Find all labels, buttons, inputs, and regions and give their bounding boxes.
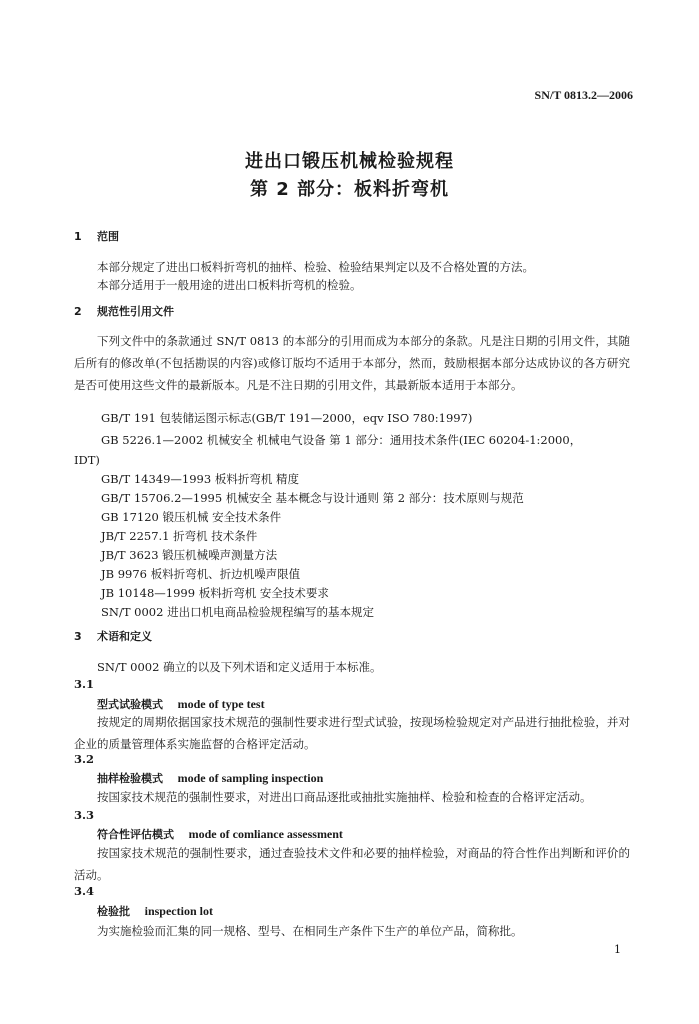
term-definition: 按规定的周期依据国家技术规范的强制性要求进行型式试验，按现场检验规定对产品进行抽批检验，并对企业的质量管理体系实施监督的合格评定活动。 (74, 715, 630, 751)
section-number: 2 (74, 305, 82, 318)
reference-item: JB/T 3623 锻压机械噪声测量方法 (101, 548, 278, 562)
section-title: 术语和定义 (96, 630, 152, 643)
section-title: 范围 (96, 230, 119, 243)
reference-item: GB 17120 锻压机械 安全技术条件 (101, 510, 282, 524)
term-en: mode of sampling inspection (177, 771, 324, 785)
reference-item: GB/T 191 包装储运图示标志(GB/T 191—2000，eqv ISO 780:1997) (101, 411, 473, 425)
term-en: mode of type test (177, 697, 265, 711)
term-cn: 检验批 (97, 905, 130, 918)
reference-item: GB/T 14349—1993 板料折弯机 精度 (101, 472, 299, 486)
section-3-heading (74, 630, 152, 644)
document-subtitle: 第 2 部分：板料折弯机 (249, 179, 450, 200)
reference-item: GB 5226.1—2002 机械安全 机械电气设备 第 1 部分：通用技术条件(IEC 60204-1:2000， (101, 433, 582, 447)
reference-item: JB 10148—1999 板料折弯机 安全技术要求 (101, 586, 329, 600)
reference-item: JB 9976 板料折弯机、折边机噪声限值 (101, 567, 301, 581)
term-definition: 按国家技术规范的强制性要求，通过查验技术文件和必要的抽样检验，对商品的符合性作出判断和评价的活动。 (74, 846, 630, 882)
term-title (97, 771, 323, 786)
standard-code: SN/T 0813.2—2006 (534, 88, 633, 102)
section-2-heading (74, 305, 174, 319)
section-3-intro: SN/T 0002 确立的以及下列术语和定义适用于本标准。 (97, 660, 382, 674)
term-number: 3.2 (74, 752, 95, 766)
term-cn: 符合性评估模式 (97, 828, 174, 841)
term-title (97, 697, 265, 712)
section-number: 1 (74, 230, 82, 243)
term-en: inspection lot (144, 904, 213, 918)
term-title (97, 827, 343, 842)
page-number: 1 (614, 943, 621, 956)
reference-item: IDT) (74, 453, 100, 467)
section-1-heading (74, 230, 119, 244)
term-definition: 为实施检验而汇集的同一规格、型号、在相同生产条件下生产的单位产品，简称批。 (97, 924, 523, 938)
document-title: 进出口锻压机械检验规程 (245, 151, 454, 172)
term-en: mode of comliance assessment (188, 827, 343, 841)
term-number: 3.4 (74, 884, 95, 898)
term-title (97, 904, 213, 919)
section-number: 3 (74, 630, 82, 643)
term-number: 3.1 (74, 677, 95, 691)
term-cn: 抽样检验模式 (97, 772, 163, 785)
term-number: 3.3 (74, 808, 95, 822)
reference-item: GB/T 15706.2—1995 机械安全 基本概念与设计通则 第 2 部分：技术原则与规范 (101, 491, 524, 505)
section-1-paragraph: 本部分适用于一般用途的进出口板料折弯机的检验。 (97, 278, 362, 292)
section-1-paragraph: 本部分规定了进出口板料折弯机的抽样、检验、检验结果判定以及不合格处置的方法。 (97, 260, 534, 274)
reference-item: JB/T 2257.1 折弯机 技术条件 (101, 529, 258, 543)
section-2-intro: 下列文件中的条款通过 SN/T 0813 的本部分的引用而成为本部分的条款。凡是注日期的引用文件，其随后所有的修改单(不包括勘误的内容)或修订版均不适用于本部分，然而，鼓励根据本部分达成协议的各方研究是否可使用这些文件的最新版本。凡是不注日期的引用文件，其最新版本适用于本部分。 (74, 334, 630, 392)
term-definition: 按国家技术规范的强制性要求，对进出口商品逐批或抽批实施抽样、检验和检查的合格评定活动。 (97, 790, 592, 804)
reference-item: SN/T 0002 进出口机电商品检验规程编写的基本规定 (101, 605, 375, 619)
term-cn: 型式试验模式 (97, 698, 163, 711)
section-title: 规范性引用文件 (96, 305, 174, 318)
